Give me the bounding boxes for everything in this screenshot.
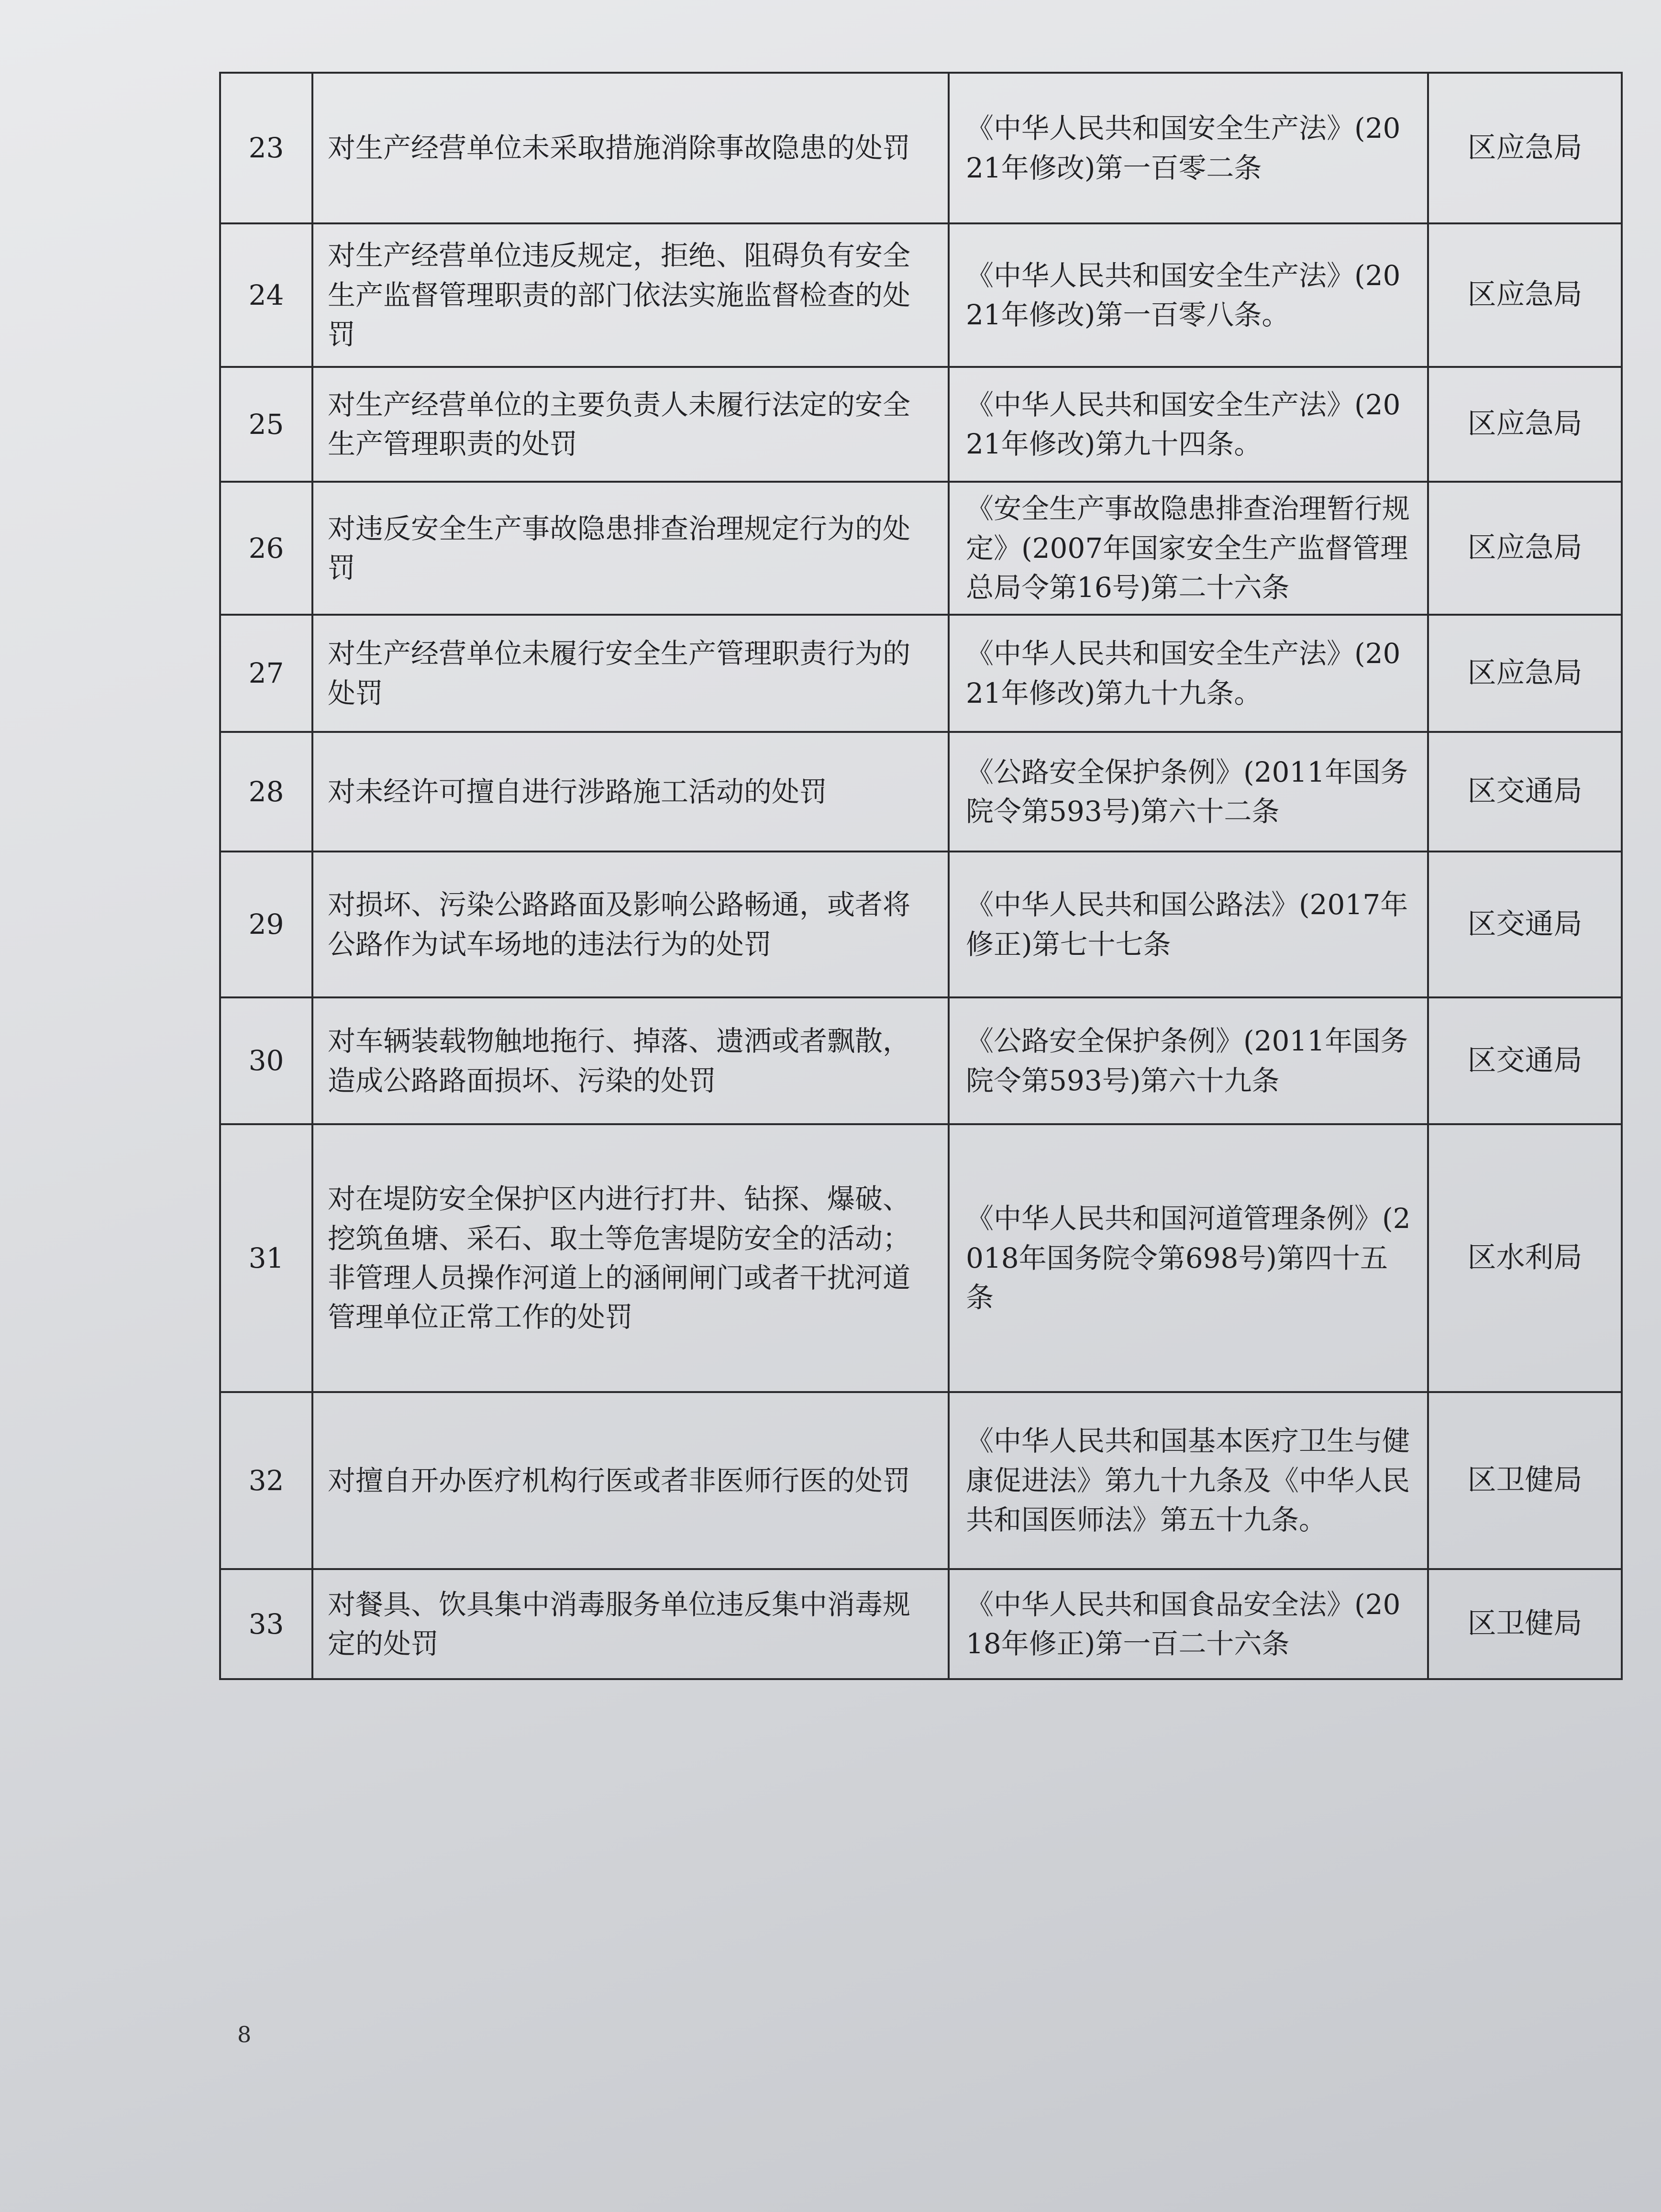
penalty-items-table (219, 72, 1623, 1680)
penalty-item: 对生产经营单位的主要负责人未履行法定的安全生产管理职责的处罚 (312, 367, 949, 482)
legal-basis: 《中华人民共和国安全生产法》(2021年修改)第一百零八条。 (949, 223, 1428, 367)
table-row (220, 615, 1622, 732)
row-number: 24 (220, 223, 312, 367)
responsible-department: 区交通局 (1428, 997, 1622, 1124)
table-row (220, 1124, 1622, 1392)
responsible-department: 区卫健局 (1428, 1392, 1622, 1569)
penalty-item: 对餐具、饮具集中消毒服务单位违反集中消毒规定的处罚 (312, 1569, 949, 1679)
legal-basis: 《中华人民共和国安全生产法》(2021年修改)第一百零二条 (949, 73, 1428, 223)
table-row (220, 1569, 1622, 1679)
table-row (220, 367, 1622, 482)
legal-basis: 《中华人民共和国河道管理条例》(2018年国务院令第698号)第四十五条 (949, 1124, 1428, 1392)
penalty-item: 对生产经营单位未履行安全生产管理职责行为的处罚 (312, 615, 949, 732)
legal-basis: 《公路安全保护条例》(2011年国务院令第593号)第六十二条 (949, 732, 1428, 852)
table-row (220, 732, 1622, 852)
responsible-department: 区卫健局 (1428, 1569, 1622, 1679)
responsible-department: 区应急局 (1428, 367, 1622, 482)
legal-basis: 《安全生产事故隐患排查治理暂行规定》(2007年国家安全生产监督管理总局令第16号)第二十六条 (949, 482, 1428, 615)
penalty-item: 对车辆装载物触地拖行、掉落、遗洒或者飘散，造成公路路面损坏、污染的处罚 (312, 997, 949, 1124)
row-number: 23 (220, 73, 312, 223)
legal-basis: 《中华人民共和国安全生产法》(2021年修改)第九十四条。 (949, 367, 1428, 482)
row-number: 32 (220, 1392, 312, 1569)
row-number: 25 (220, 367, 312, 482)
row-number: 26 (220, 482, 312, 615)
responsible-department: 区应急局 (1428, 615, 1622, 732)
legal-basis: 《中华人民共和国基本医疗卫生与健康促进法》第九十九条及《中华人民共和国医师法》第五十九条。 (949, 1392, 1428, 1569)
legal-basis: 《中华人民共和国食品安全法》(2018年修正)第一百二十六条 (949, 1569, 1428, 1679)
penalty-item: 对生产经营单位违反规定，拒绝、阻碍负有安全生产监督管理职责的部门依法实施监督检查的处罚 (312, 223, 949, 367)
row-number: 31 (220, 1124, 312, 1392)
table-row (220, 1392, 1622, 1569)
row-number: 29 (220, 852, 312, 997)
responsible-department: 区交通局 (1428, 852, 1622, 997)
responsible-department: 区应急局 (1428, 223, 1622, 367)
responsible-department: 区应急局 (1428, 482, 1622, 615)
table-row (220, 73, 1622, 223)
penalty-item: 对损坏、污染公路路面及影响公路畅通，或者将公路作为试车场地的违法行为的处罚 (312, 852, 949, 997)
responsible-department: 区交通局 (1428, 732, 1622, 852)
legal-basis: 《中华人民共和国公路法》(2017年修正)第七十七条 (949, 852, 1428, 997)
penalty-item: 对擅自开办医疗机构行医或者非医师行医的处罚 (312, 1392, 949, 1569)
table-row (220, 482, 1622, 615)
row-number: 33 (220, 1569, 312, 1679)
responsible-department: 区水利局 (1428, 1124, 1622, 1392)
legal-basis: 《公路安全保护条例》(2011年国务院令第593号)第六十九条 (949, 997, 1428, 1124)
legal-basis: 《中华人民共和国安全生产法》(2021年修改)第九十九条。 (949, 615, 1428, 732)
responsible-department: 区应急局 (1428, 73, 1622, 223)
page-number: 8 (237, 2022, 252, 2047)
table-row (220, 997, 1622, 1124)
row-number: 28 (220, 732, 312, 852)
table-row (220, 223, 1622, 367)
row-number: 27 (220, 615, 312, 732)
penalty-item: 对违反安全生产事故隐患排查治理规定行为的处罚 (312, 482, 949, 615)
penalty-item: 对在堤防安全保护区内进行打井、钻探、爆破、挖筑鱼塘、采石、取土等危害堤防安全的活动；非管理人员操作河道上的涵闸闸门或者干扰河道管理单位正常工作的处罚 (312, 1124, 949, 1392)
row-number: 30 (220, 997, 312, 1124)
penalty-item: 对生产经营单位未采取措施消除事故隐患的处罚 (312, 73, 949, 223)
table-row (220, 852, 1622, 997)
penalty-item: 对未经许可擅自进行涉路施工活动的处罚 (312, 732, 949, 852)
